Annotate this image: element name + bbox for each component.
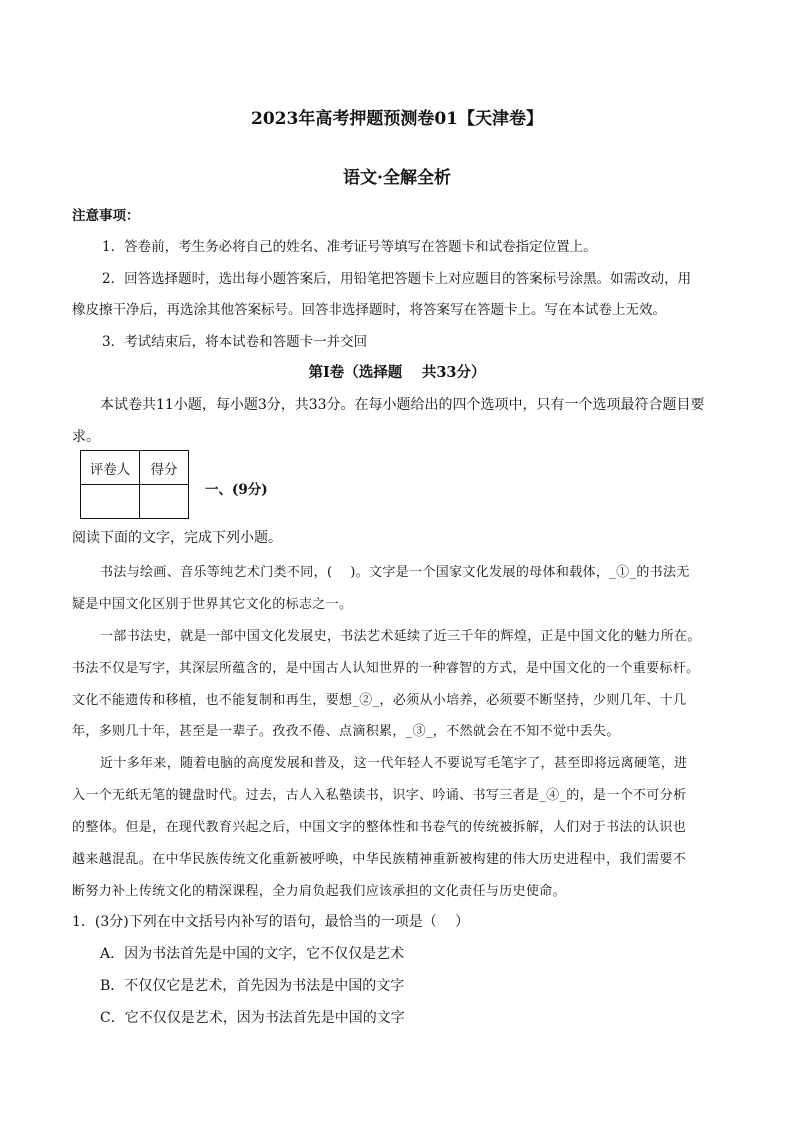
intro-line: 求。 [72, 429, 100, 445]
score-table [80, 450, 189, 519]
page-title: 2023年高考押题预测卷01【天津卷】 [251, 109, 543, 129]
passage-line: 书法不仅是写字，其深层所蕴含的，是中国古人认知世界的一种睿智的方式，是中国文化的一个重要标杆。 [72, 661, 700, 676]
notice-line: 3．考试结束后，将本试卷和答题卡一并交回 [102, 334, 368, 350]
reading-instruction: 阅读下面的文字，完成下列小题。 [72, 530, 282, 546]
section-heading: 第Ⅰ卷（选择题 共33分） [308, 364, 486, 381]
option-a: A．因为书法首先是中国的文字，它不仅仅是艺术 [100, 946, 405, 962]
score-table-cell-grader [81, 485, 140, 519]
question-stem: 1．(3分)下列在中文括号内补写的语句，最恰当的一项是（ ） [72, 914, 470, 930]
notice-line: 2．回答选择题时，选出每小题答案后，用铅笔把答题卡上对应题目的答案标号涂黑。如需改动，用 [102, 271, 692, 287]
passage-line: 书法与绘画、音乐等纯艺术门类不同，( )。文字是一个国家文化发展的母体和载体，_①_的书法无 [100, 565, 690, 580]
passage-line: 入一个无纸无笔的键盘时代。过去，古人入私塾读书，识字、吟诵、书写三者是_④_的，是一个不可分析 [72, 788, 687, 803]
notice-heading: 注意事项： [72, 208, 140, 224]
notice-line: 1．答卷前，考生务必将自己的姓名、准考证号等填写在答题卡和试卷指定位置上。 [102, 239, 597, 255]
notice-line: 橡皮擦干净后，再选涂其他答案标号。回答非选择题时，将答案写在答题卡上。写在本试卷上无效。 [72, 302, 666, 318]
score-table-cell-score [140, 485, 189, 519]
passage-line: 年，多则几十年，甚至是一辈子。孜孜不倦、点滴积累，_③_，不然就会在不知不觉中丢失。 [72, 724, 620, 739]
page-subtitle: 语文·全解全析 [343, 168, 451, 188]
passage-line: 一部书法史，就是一部中国文化发展史，书法艺术延续了近三千年的辉煌，正是中国文化的魅力所在。 [100, 629, 701, 644]
passage-line: 疑是中国文化区别于世界其它文化的标志之一。 [72, 597, 353, 612]
option-c: C．它不仅仅是艺术，因为书法首先是中国的文字 [100, 1010, 405, 1026]
passage-line: 越来越混乱。在中华民族传统文化重新被呼唤，中华民族精神重新被构建的伟大历史进程中，我们需要不 [72, 852, 687, 867]
passage-line: 文化不能遗传和移植，也不能复制和再生，要想_②_，必须从小培养，必须要不断坚持，少则几年、十几 [72, 693, 687, 708]
passage-line: 近十多年来，随着电脑的高度发展和普及，这一代年轻人不要说写毛笔字了，甚至即将远离硬笔，进 [100, 756, 688, 771]
option-b: B．不仅仅它是艺术，首先因为书法是中国的文字 [100, 978, 405, 994]
intro-line: 本试卷共11小题，每小题3分，共33分。在每小题给出的四个选项中，只有一个选项最符合题目要 [100, 397, 705, 413]
passage-line: 断努力补上传统文化的精深课程，全力肩负起我们应该承担的文化责任与历史使命。 [72, 884, 566, 899]
part-one-label: 一、(9分) [205, 482, 268, 498]
passage-line: 的整体。但是，在现代教育兴起之后，中国文字的整体性和书卷气的传统被拆解，人们对于书法的认识也 [72, 820, 687, 835]
score-table-header-grader: 评卷人 [81, 451, 140, 485]
score-table-header-score: 得分 [140, 451, 189, 485]
